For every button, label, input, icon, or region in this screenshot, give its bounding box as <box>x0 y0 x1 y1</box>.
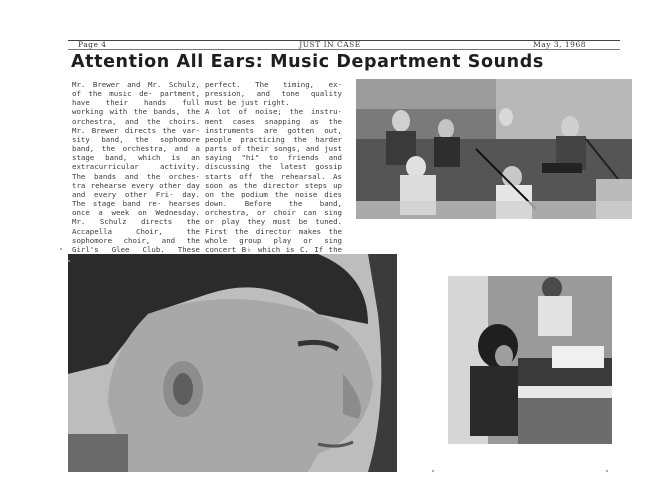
article-headline: Attention All Ears: Music Department Sounds <box>71 52 544 72</box>
student-closeup-photo <box>68 254 397 472</box>
band-rehearsal-photo <box>356 79 632 219</box>
page-number: Page 4 <box>78 40 107 49</box>
article-column-2: perfect. The timing, ex- pression, and tone quality must be just right. A lot of noise; the instru- ment cases snapping as the instruments are gotten out, people practicing the harder parts of their songs, and just saying "hi" to friends and discussing the latest gossip starts off the rehearsal. As soon as the director steps up on the podium the noise dies down. Before the band, orchestra, or choir can sing or play they must be tuned. First the director makes the whole group play or sing concert B♭ which is C. If the <box>205 80 342 254</box>
article-column-1: Mr. Brewer and Mr. Schulz, of the music de- partment, have their hands full working with the bands, the orchestra, and the choirs. Mr. Brewer directs the var- sity band, the sophomore band, the orchestra, and a stage band, which is an extracurricular activity. The bands and the orches- tra rehearse every other day and every other Fri- day. The stage band re- hearses once a week on Wednesday. Mr. Schulz directs the Accapella Choir, the sophomore choir, and the Girl's Glee Club. These <box>72 80 200 254</box>
newspaper-name: JUST IN CASE <box>299 40 361 49</box>
print-speck <box>432 470 434 472</box>
header-rule-bottom <box>68 49 620 50</box>
piano-practice-photo <box>448 276 612 444</box>
print-speck <box>68 260 70 262</box>
print-speck <box>606 470 608 472</box>
issue-date: May 3, 1968 <box>533 40 586 49</box>
print-speck <box>60 248 62 250</box>
